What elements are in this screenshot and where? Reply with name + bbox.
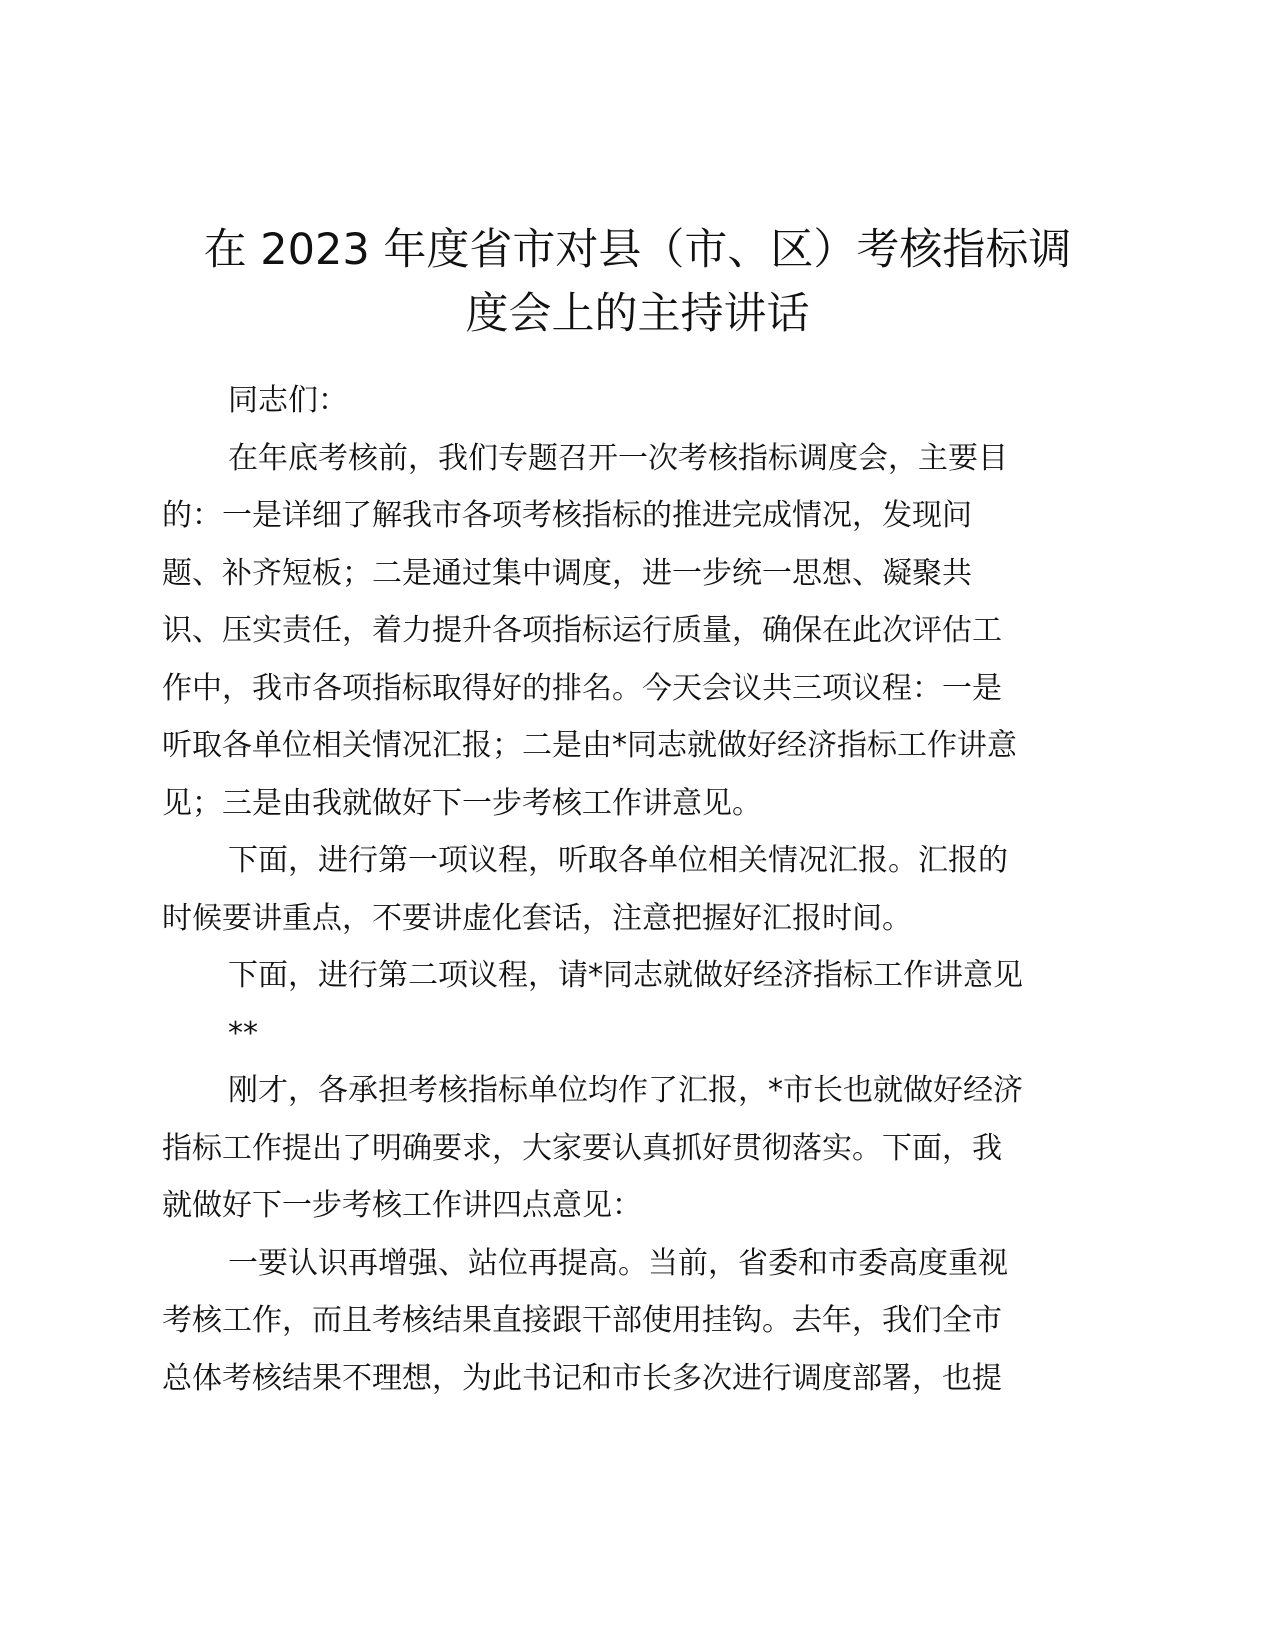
text-line: ** <box>228 1015 258 1051</box>
text-line: 刚才，各承担考核指标单位均作了汇报，*市长也就做好经济 <box>228 1073 1023 1108</box>
text-line: 听取各单位相关情况汇报；二是由*同志就做好经济指标工作讲意 <box>162 728 1017 763</box>
text-line: 的：一是详细了解我市各项考核指标的推进完成情况，发现问 <box>162 498 972 533</box>
text-line: 就做好下一步考核工作讲四点意见： <box>162 1188 642 1223</box>
text-line: 作中，我市各项指标取得好的排名。今天会议共三项议程：一是 <box>162 670 1002 706</box>
document-body <box>162 372 1122 1407</box>
title-line-2: 度会上的主持讲话 <box>465 289 810 339</box>
text-line: 指标工作提出了明确要求，大家要认真抓好贯彻落实。下面，我 <box>162 1130 1002 1166</box>
text-line: 考核工作，而且考核结果直接跟干部使用挂钩。去年，我们全市 <box>162 1303 1002 1338</box>
text-line: 下面，进行第一项议程，听取各单位相关情况汇报。汇报的 <box>228 843 1008 878</box>
text-line: 在年底考核前，我们专题召开一次考核指标调度会，主要目 <box>228 440 1008 476</box>
text-line: 见；三是由我就做好下一步考核工作讲意见。 <box>162 785 762 821</box>
document-title <box>150 218 1125 346</box>
text-line: 时候要讲重点，不要讲虚化套话，注意把握好汇报时间。 <box>162 900 912 936</box>
text-line: 下面，进行第二项议程，请*同志就做好经济指标工作讲意见 <box>228 958 1023 993</box>
title-line-1: 在 2023 年度省市对县（市、区）考核指标调 <box>203 225 1072 275</box>
text-line: 题、补齐短板；二是通过集中调度，进一步统一思想、凝聚共 <box>162 555 972 591</box>
text-line: 识、压实责任，着力提升各项指标运行质量，确保在此次评估工 <box>162 613 1002 648</box>
text-line: 总体考核结果不理想，为此书记和市长多次进行调度部署，也提 <box>162 1360 1002 1396</box>
text-line: 同志们： <box>228 383 348 418</box>
text-line: 一要认识再增强、站位再提高。当前，省委和市委高度重视 <box>228 1245 1008 1281</box>
